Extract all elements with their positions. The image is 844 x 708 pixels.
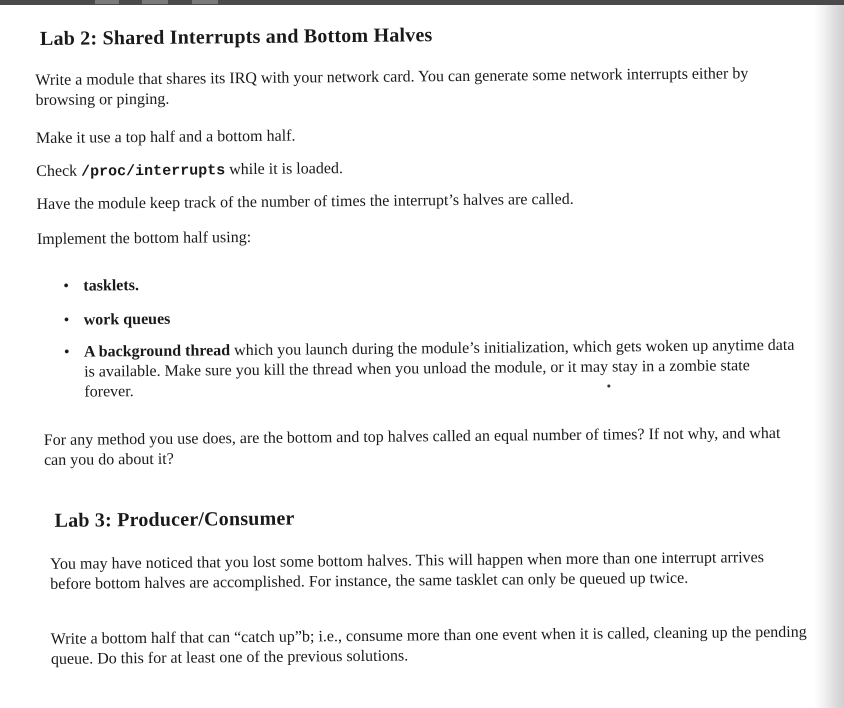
bullet-icon: • bbox=[63, 277, 70, 295]
lab2-intro-paragraph: Write a module that shares its IRQ with your network card. You can generate some network interrupts either by browsing or pinging. bbox=[35, 65, 749, 110]
list-item-bold: A background thread bbox=[83, 342, 231, 361]
lab2-check-paragraph bbox=[36, 155, 798, 183]
list-item-bold: work queues bbox=[83, 310, 171, 329]
lab2-implement-paragraph: Implement the bottom half using: bbox=[36, 228, 252, 249]
list-item bbox=[37, 270, 799, 297]
list-item bbox=[38, 336, 801, 403]
lab3-heading: Lab 3: Producer/Consumer bbox=[54, 507, 295, 532]
proc-interrupts-code: /proc/interrupts bbox=[81, 162, 226, 181]
lab2-question-paragraph: For any method you use does, are the bottom and top halves called an equal number of times? If not why, and what can you do about it? bbox=[43, 424, 781, 469]
list-item-bold: tasklets. bbox=[83, 277, 140, 295]
lab3-catchup-paragraph: Write a bottom half that can “catch up”b; i.e., consume more than one event when it is called, cleaning up the pending queue. Do this for at least one of the previous solutions. bbox=[50, 623, 807, 668]
check-suffix: while it is loaded. bbox=[225, 160, 344, 179]
bottom-half-methods-list bbox=[37, 270, 800, 403]
list-item bbox=[38, 304, 800, 331]
lab2-track-paragraph: Have the module keep track of the number of times the interrupt’s halves are called. bbox=[36, 190, 574, 214]
list-item-text: which you launch during the module’s initialization, which gets woken up anytime data is available. Make sure you kill the thread when you unload the module, or it may stay in a zombie state forever. bbox=[84, 336, 795, 401]
lab3-intro-paragraph: You may have noticed that you lost some bottom halves. This will happen when more than one interrupt arrives before bottom halves are accomplished. For instance, the same tasklet can only be queued up twice. bbox=[49, 549, 765, 593]
scan-speck bbox=[607, 385, 610, 388]
bullet-icon: • bbox=[63, 311, 70, 329]
bullet-icon: • bbox=[63, 343, 70, 361]
lab2-heading: Lab 2: Shared Interrupts and Bottom Halves bbox=[39, 24, 433, 50]
lab2-top-bottom-paragraph: Make it use a top half and a bottom half. bbox=[35, 127, 296, 148]
check-prefix: Check bbox=[36, 162, 82, 181]
